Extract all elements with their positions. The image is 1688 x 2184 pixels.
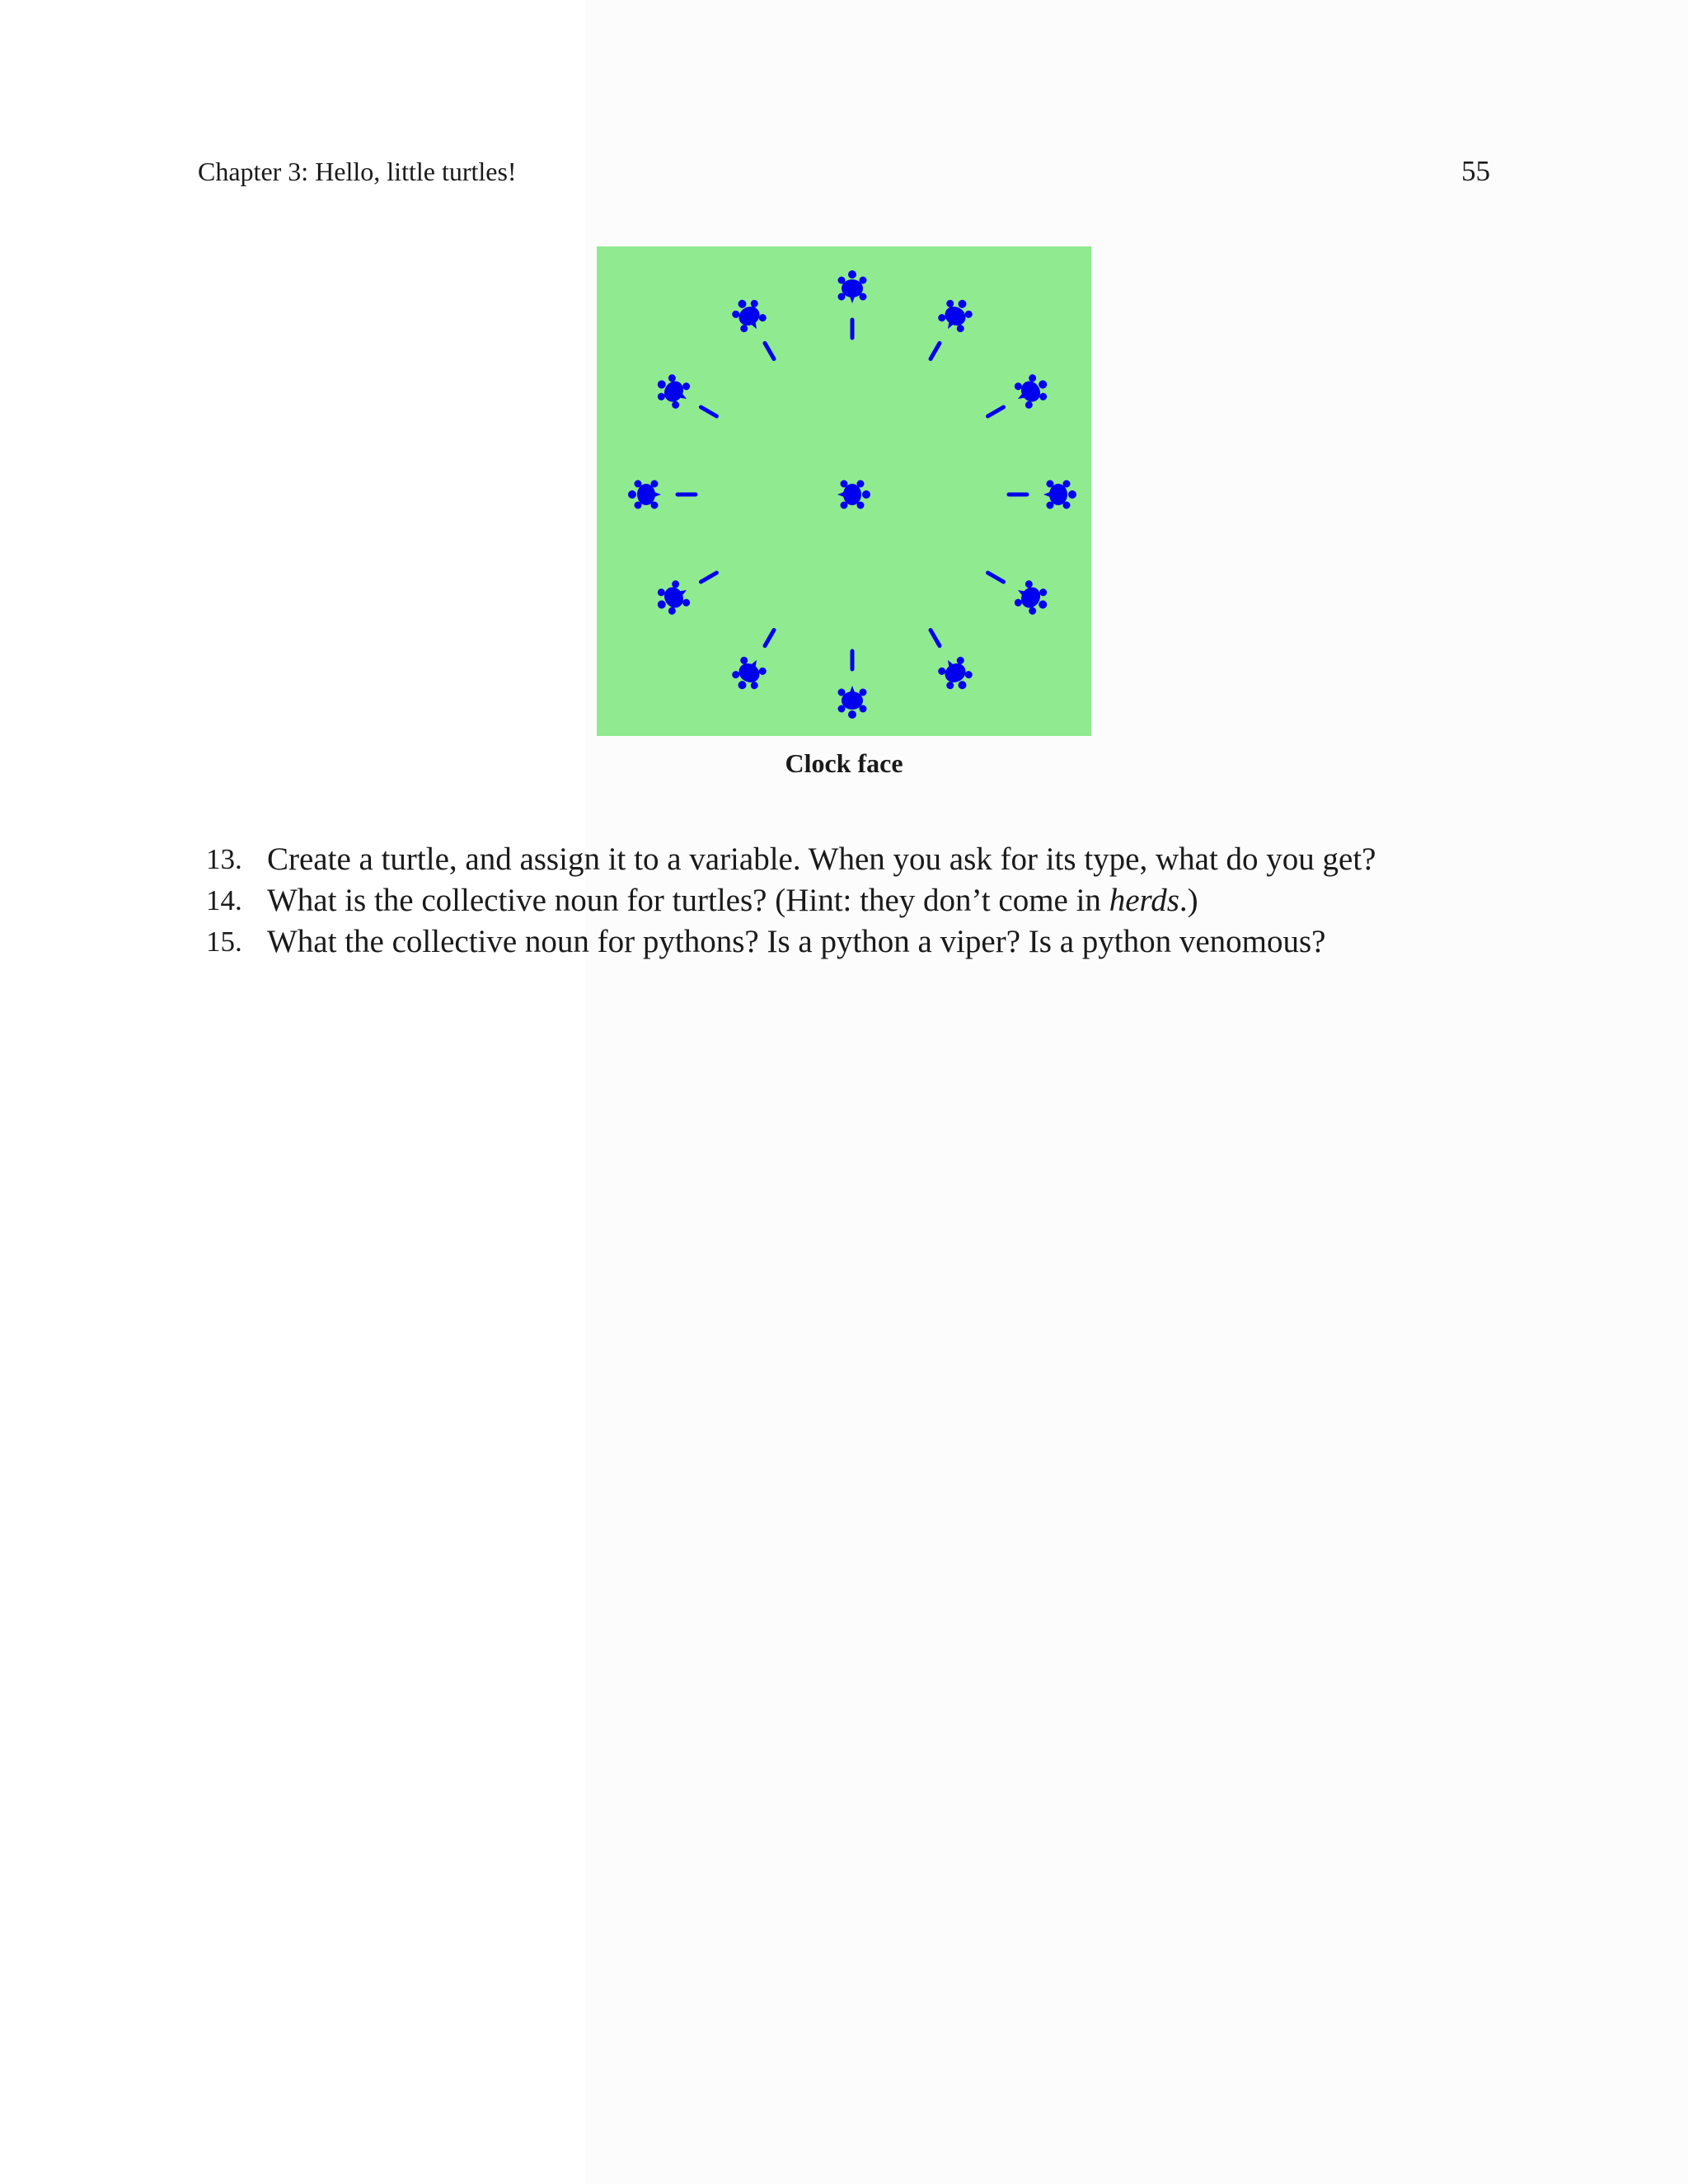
- emphasized-word: herds: [1109, 883, 1179, 918]
- exercise-text: Create a turtle, and assign it to a variable. When you ask for its type, what do you get?: [267, 841, 1376, 877]
- clock-face-image: [597, 246, 1091, 736]
- clock-face-figure: [597, 246, 1091, 736]
- exercise-number: 14.: [206, 884, 242, 916]
- exercise-number: 13.: [206, 843, 242, 875]
- exercise-text: What is the collective noun for turtles? (Hint: they don’t come in: [267, 883, 1109, 918]
- exercise-item: [206, 880, 1492, 921]
- chapter-title: Chapter 3: Hello, little turtles!: [198, 157, 517, 186]
- figure-caption: Clock face: [785, 748, 903, 778]
- exercise-text-end: .): [1179, 883, 1198, 918]
- exercise-item: [206, 839, 1492, 880]
- exercise-text: What the collective noun for pythons? Is a python a viper? Is a python venomous?: [267, 924, 1326, 959]
- exercise-list: [206, 839, 1492, 963]
- running-header: [198, 157, 1490, 190]
- exercise-item: [206, 921, 1492, 963]
- exercise-number: 15.: [206, 926, 242, 958]
- page-number: 55: [1461, 155, 1490, 187]
